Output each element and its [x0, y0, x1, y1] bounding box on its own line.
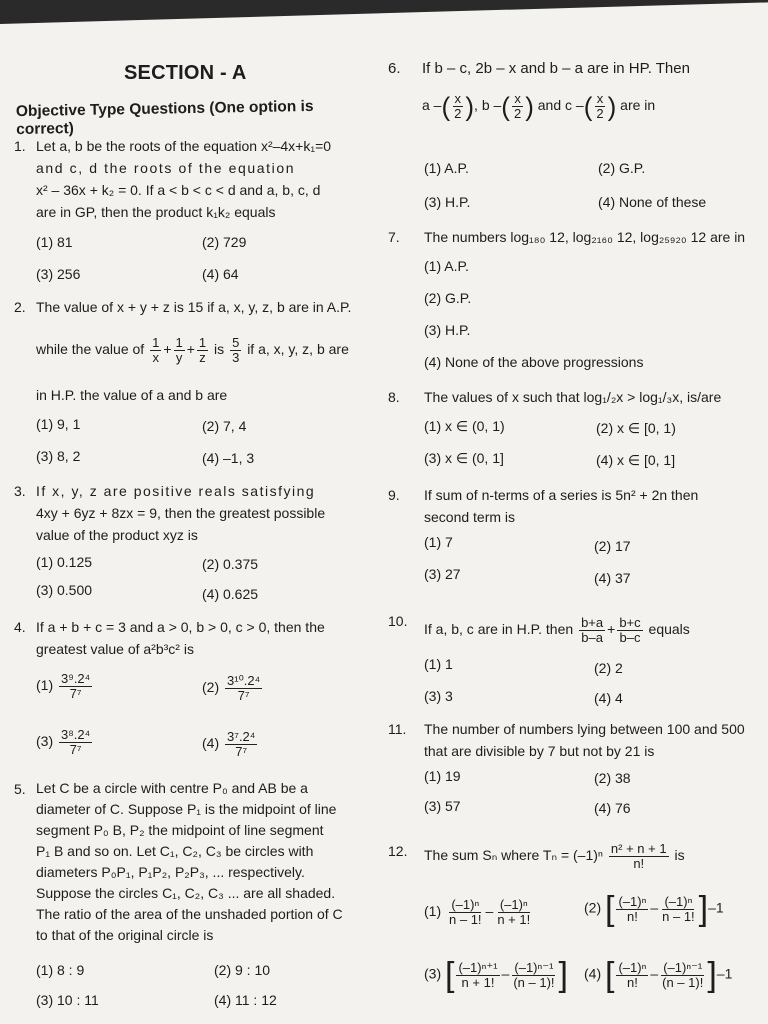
option-4[interactable]: (4) 64 — [202, 266, 239, 282]
fraction: $\frac{\text{(–1)ⁿ}}{n + 1!}$ — [497, 897, 531, 927]
fraction: $\frac{\text{(–1)ⁿ}}{n!}$ — [618, 893, 647, 924]
option-4[interactable]: (4) –1, 3 — [202, 450, 255, 466]
option-3[interactable]: (3) $\frac{\text{3⁸.2⁴}}{\text{7⁷}}$ — [36, 727, 91, 757]
question-text-line: to that of the original circle is — [36, 927, 214, 943]
question-text-line: If sum of n-terms of a series is 5n² + 2n then — [424, 487, 699, 503]
fraction: $\frac{x}{2}$ — [454, 91, 462, 121]
option-3[interactable]: (3) [ $\frac{\text{(–1)ⁿ⁺¹}}{n + 1!}$ – $\frac{\text{(–1)ⁿ⁻¹}}{(n - 1)!}$ ] — [424, 956, 568, 994]
option-2[interactable]: (2) $\frac{\text{3¹⁰.2⁴}}{\text{7⁷}}$ — [202, 673, 261, 703]
option-2[interactable]: (2) [ $\frac{\text{(–1)ⁿ}}{n!}$ – $\frac{\text{(–1)ⁿ}}{n - 1!}$ ]–1 — [584, 890, 724, 928]
fraction: $\frac{5}{3}$ — [232, 335, 240, 365]
question-text-line: P₁ B and so on. Let C₁, C₂, C₃ be circles with — [36, 843, 314, 859]
question-number: 12. — [388, 843, 408, 859]
option-3[interactable]: (3) 57 — [424, 798, 461, 814]
fraction: $\frac{\text{(–1)ⁿ⁻¹}}{(n - 1)!}$ — [662, 959, 704, 990]
option-4[interactable]: (4) None of these — [598, 194, 707, 210]
question-text-line: The ratio of the area of the unshaded portion of C — [36, 906, 343, 922]
question-text-line: Suppose the circles C₁, C₂, C₃ ... are all shaded. — [36, 885, 336, 901]
question-text-line: If x, y, z are positive reals satisfying — [36, 483, 316, 499]
question-text-line: The numbers log₁₈₀ 12, log₂₁₆₀ 12, log₂₅₉₂₀ 12 are in — [424, 229, 746, 245]
question-text-line: The number of numbers lying between 100 and 500 — [424, 721, 745, 737]
question-text-line: value of the product xyz is — [36, 527, 198, 543]
question-number: 6. — [388, 60, 401, 77]
option-1[interactable]: (1) A.P. — [424, 160, 469, 176]
question-number: 9. — [388, 487, 400, 503]
question-text-line: Let a, b be the roots of the equation x²–4x+k₁=0 — [36, 138, 332, 154]
question-number: 2. — [14, 299, 26, 315]
option-1[interactable]: (1) 0.125 — [36, 554, 93, 570]
option-4[interactable]: (4) 37 — [594, 570, 631, 586]
section-title: SECTION - A — [124, 62, 247, 84]
fraction: $\frac{1}{x}$ — [152, 335, 160, 365]
fraction: $\frac{\text{n² + n + 1}}{n!}$ — [610, 841, 667, 871]
option-3[interactable]: (3) 27 — [424, 566, 461, 582]
option-4[interactable]: (4) 76 — [594, 800, 631, 816]
option-2[interactable]: (2) 38 — [594, 770, 631, 786]
option-3[interactable]: (3) 10 : 11 — [36, 992, 99, 1008]
option-1[interactable]: (1) $\frac{\text{(–1)ⁿ}}{n - 1!}$ – $\frac{\text{(–1)ⁿ}}{n + 1!}$ — [424, 897, 531, 927]
question-text-line: greatest value of a²b³c² is — [36, 641, 194, 657]
question-text-line: segment P₀ B, P₂ the midpoint of line segment — [36, 822, 324, 838]
fraction: $\frac{b+c}{b-c}$ — [619, 615, 641, 645]
question-text-line: diameters P₀P₁, P₁P₂, P₂P₃, ... respectively. — [36, 864, 305, 880]
option-2[interactable]: (2) 2 — [594, 660, 623, 676]
option-2[interactable]: (2) G.P. — [598, 160, 646, 176]
option-4[interactable]: (4) 11 : 12 — [214, 992, 277, 1008]
question-text-line: The value of x + y + z is 15 if a, x, y, z, b are in A.P. — [36, 299, 352, 315]
question-text-line: diameter of C. Suppose P₁ is the midpoint of line — [36, 801, 337, 817]
option-3[interactable]: (3) 0.500 — [36, 582, 93, 598]
option-1[interactable]: (1) 1 — [424, 656, 453, 672]
option-1[interactable]: (1) x ∈ (0, 1) — [424, 418, 505, 434]
fraction: $\frac{\text{(–1)ⁿ}}{n - 1!}$ — [662, 893, 695, 924]
option-4[interactable]: (4) 4 — [594, 690, 623, 706]
option-2[interactable]: (2) 9 : 10 — [214, 962, 271, 978]
question-number: 3. — [14, 483, 26, 499]
question-text-line: are in GP, then the product k₁k₂ equals — [36, 204, 276, 220]
fraction: $\frac{\text{3¹⁰.2⁴}}{\text{7⁷}}$ — [227, 673, 261, 703]
fraction: $\frac{\text{(–1)ⁿ⁺¹}}{n + 1!}$ — [458, 959, 498, 990]
option-3[interactable]: (3) 3 — [424, 688, 453, 704]
question-number: 1. — [14, 138, 26, 154]
option-4[interactable]: (4) [ $\frac{\text{(–1)ⁿ}}{n!}$ – $\frac{\text{(–1)ⁿ⁻¹}}{(n - 1)!}$ ]–1 — [584, 956, 733, 994]
option-3[interactable]: (3) 8, 2 — [36, 448, 81, 464]
question-text-line: If b – c, 2b – x and b – a are in HP. Then — [422, 60, 690, 77]
question-text-line: that are divisible by 7 but not by 21 is — [424, 743, 655, 759]
question-number: 10. — [388, 613, 408, 629]
option-3[interactable]: (3) x ∈ (0, 1] — [424, 450, 504, 466]
question-text-fragment: while the value of — [36, 341, 145, 358]
option-3[interactable]: (3) H.P. — [424, 322, 471, 338]
option-2[interactable]: (2) 7, 4 — [202, 418, 247, 434]
question-text-line: 4xy + 6yz + 8zx = 9, then the greatest possible — [36, 505, 326, 521]
option-1[interactable]: (1) 19 — [424, 768, 461, 784]
question-number: 11. — [388, 721, 407, 737]
option-2[interactable]: (2) G.P. — [424, 290, 472, 306]
option-1[interactable]: (1) 8 : 9 — [36, 962, 85, 978]
question-number: 4. — [14, 619, 26, 635]
fraction: $\frac{\text{(–1)ⁿ⁻¹}}{(n - 1)!}$ — [513, 959, 555, 990]
fraction: $\frac{\text{3⁷.2⁴}}{\text{7⁷}}$ — [227, 729, 256, 759]
question-text-line: The values of x such that log₁/₂x > log₁/₃x, is/are — [424, 389, 722, 405]
fraction: $\frac{\text{3⁸.2⁴}}{\text{7⁷}}$ — [61, 727, 91, 757]
page-top-shadow — [0, 0, 768, 24]
question-text-line: in H.P. the value of a and b are — [36, 387, 228, 403]
question-number: 8. — [388, 389, 400, 405]
question-2-fraction-line: while the value of $\frac{1}{x}$ + $\frac{1}{y}$ + $\frac{1}{z}$ is $\frac{5}{3}$ if a, x, y, z, b are — [36, 335, 349, 365]
option-4[interactable]: (4) None of the above progressions — [424, 354, 644, 370]
fraction: $\frac{1}{z}$ — [198, 335, 207, 365]
option-2[interactable]: (2) x ∈ [0, 1) — [596, 420, 676, 436]
question-text-line: x² – 36x + k₂ = 0. If a < b < c < d and a, b, c, d — [36, 182, 321, 198]
question-text-line: If a + b + c = 3 and a > 0, b > 0, c > 0, then the — [36, 619, 325, 635]
fraction: $\frac{1}{y}$ — [175, 335, 183, 365]
question-text-line: and c, d the roots of the equation — [36, 160, 296, 176]
option-3[interactable]: (3) 256 — [36, 266, 81, 282]
option-2[interactable]: (2) 0.375 — [202, 556, 259, 572]
fraction: $\frac{x}{2}$ — [596, 91, 604, 121]
fraction: $\frac{\text{3⁹.2⁴}}{\text{7⁷}}$ — [61, 671, 91, 701]
option-2[interactable]: (2) 729 — [202, 234, 247, 250]
question-text-line: second term is — [424, 509, 516, 525]
question-text-line: Let C be a circle with centre P₀ and AB be a — [36, 780, 308, 796]
section-subtitle: Objective Type Questions (One option is correct) — [15, 97, 314, 139]
option-3[interactable]: (3) H.P. — [424, 194, 471, 210]
option-4[interactable]: (4) 0.625 — [202, 586, 259, 602]
option-1[interactable]: (1) 9, 1 — [36, 416, 81, 432]
option-1[interactable]: (1) 7 — [424, 534, 453, 550]
question-number: 7. — [388, 229, 400, 245]
fraction: $\frac{\text{(–1)ⁿ}}{n - 1!}$ — [449, 897, 482, 927]
question-number: 5. — [14, 781, 26, 797]
option-1[interactable]: (1) A.P. — [424, 258, 469, 274]
option-2[interactable]: (2) 17 — [594, 538, 631, 554]
option-1[interactable]: (1) 81 — [36, 234, 73, 250]
fraction: $\frac{b+a}{b-a}$ — [581, 615, 604, 645]
fraction: $\frac{\text{(–1)ⁿ}}{n!}$ — [618, 959, 647, 990]
question-6-expression: a –( $\frac{x}{2}$ ), b –( $\frac{x}{2}$ ) and c –( $\frac{x}{2}$ ) are in — [422, 91, 656, 122]
question-text-fragment: if a, x, y, z, b are — [247, 341, 349, 358]
option-1[interactable]: (1) $\frac{\text{3⁹.2⁴}}{\text{7⁷}}$ — [36, 671, 91, 701]
option-4[interactable]: (4) $\frac{\text{3⁷.2⁴}}{\text{7⁷}}$ — [202, 729, 256, 759]
question-text-fragment: is — [214, 341, 225, 358]
fraction: $\frac{x}{2}$ — [513, 91, 522, 121]
option-4[interactable]: (4) x ∈ [0, 1] — [596, 452, 676, 468]
